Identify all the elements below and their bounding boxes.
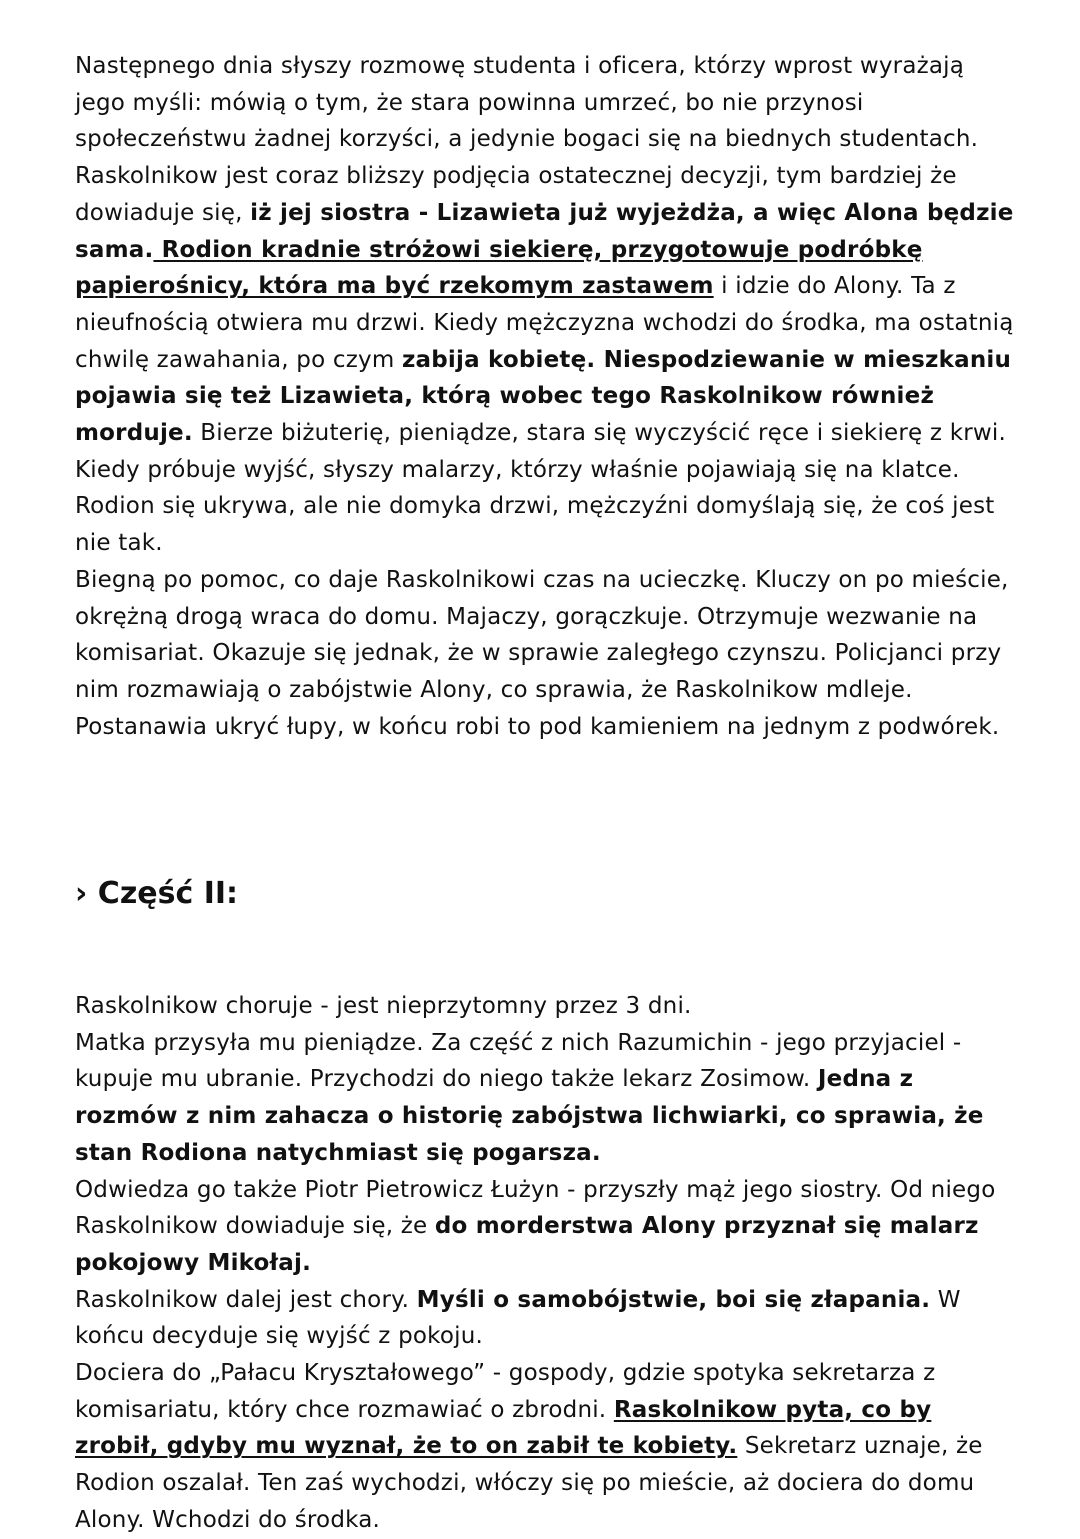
bold-text: iż jej siostra - Lizawieta już wyjeżdża, a więc Alona będzie sama. [75, 199, 1014, 263]
text-run: Dociera do „Pałacu Kryształowego” - gospody, gdzie spotyka sekretarza z komisariatu, który chce rozmawiać o zbrodni. [75, 1360, 936, 1423]
text-run: Sekretarz uznaje, że Rodion oszalał. Ten zaś wychodzi, włóczy się po mieście, aż dociera do domu Alony. Wchodzi do środka. [75, 1433, 983, 1533]
underlined-text: Rodion kradnie stróżowi siekierę, przygotowuje podróbkę papierośnicy, która ma być rzekomym zastawem [75, 236, 923, 300]
part-1-text [75, 48, 1015, 745]
paragraph [75, 48, 1015, 562]
document-page [75, 48, 1015, 1533]
text-run: Odwiedza go także Piotr Pietrowicz Łużyn - przyszły mąż jego siostry. Od niego Raskolnikow dowiaduje się, że [75, 1176, 996, 1240]
paragraph [75, 1355, 1015, 1539]
text-run: Biegną po pomoc, co daje Raskolnikowi czas na ucieczkę. Kluczy on po mieście, okrężną drogą wraca do domu. Majaczy, gorączkuje. Otrzymuje wezwanie na komisariat. Okazuje się jednak, że w sprawie zaległego czynszu. Policjanci przy nim rozmawiają o zabójstwie Alony, co sprawia, że Raskolnikow mdleje. Postanawia ukryć łupy, w końcu robi to pod kamieniem na jednym z podwórek. [75, 566, 1009, 740]
paragraph [75, 988, 1015, 1025]
paragraph [75, 1172, 1015, 1282]
text-run: Raskolnikow choruje - jest nieprzytomny przez 3 dni. [75, 993, 692, 1019]
bold-text: zabija kobietę. Niespodziewanie w mieszkaniu pojawia się też Lizawieta, którą wobec tego Raskolnikow również morduje. [75, 346, 1012, 447]
bold-text: Jedna z rozmów z nim zahacza o historię zabójstwa lichwiarki, co sprawia, że stan Rodiona natychmiast się pogarsza. [75, 1066, 984, 1166]
text-run: Bierze biżuterię, pieniądze, stara się wyczyścić ręce i siekierę z krwi. Kiedy próbuje wyjść, słyszy malarzy, którzy właśnie pojawiają się na klatce. Rodion się ukrywa, ale nie domyka drzwi, mężczyźni domyślają się, że coś jest nie tak. [75, 420, 1006, 557]
part-2-text [75, 988, 1015, 1539]
text-run: Raskolnikow dalej jest chory. [75, 1286, 417, 1313]
text-run: Matka przysyła mu pieniądze. Za część z nich Razumichin - jego przyjaciel - kupuje mu ubranie. Przychodzi do niego także lekarz Zosimow. [75, 1029, 962, 1093]
paragraph [75, 562, 1015, 746]
bold-text: do morderstwa Alony przyznał się malarz pokojowy Mikołaj. [75, 1213, 979, 1276]
underlined-text: Raskolnikow pyta, co by zrobił, gdyby mu wyznał, że to on zabił te kobiety. [75, 1396, 932, 1460]
text-run: i idzie do Alony. Ta z nieufnością otwiera mu drzwi. Kiedy mężczyzna wchodzi do środka, ma ostatnią chwilę zawahania, po czym [75, 273, 1014, 373]
section-heading-part-2: › Część II: [75, 876, 239, 911]
paragraph [75, 1025, 1015, 1172]
text-run: Następnego dnia słyszy rozmowę studenta i oficera, którzy wprost wyrażają jego myśli: mówią o tym, że stara powinna umrzeć, bo nie przynosi społeczeństwu żadnej korzyści, a jedynie bogaci się na biednych studentach. Raskolnikow jest coraz bliższy podjęcia ostatecznej decyzji, tym bardziej że dowiaduje się, [75, 53, 979, 226]
text-run: W końcu decyduje się wyjść z pokoju. [75, 1286, 961, 1350]
bold-text: Myśli o samobójstwie, boi się złapania. [416, 1286, 931, 1313]
paragraph [75, 1282, 1015, 1355]
